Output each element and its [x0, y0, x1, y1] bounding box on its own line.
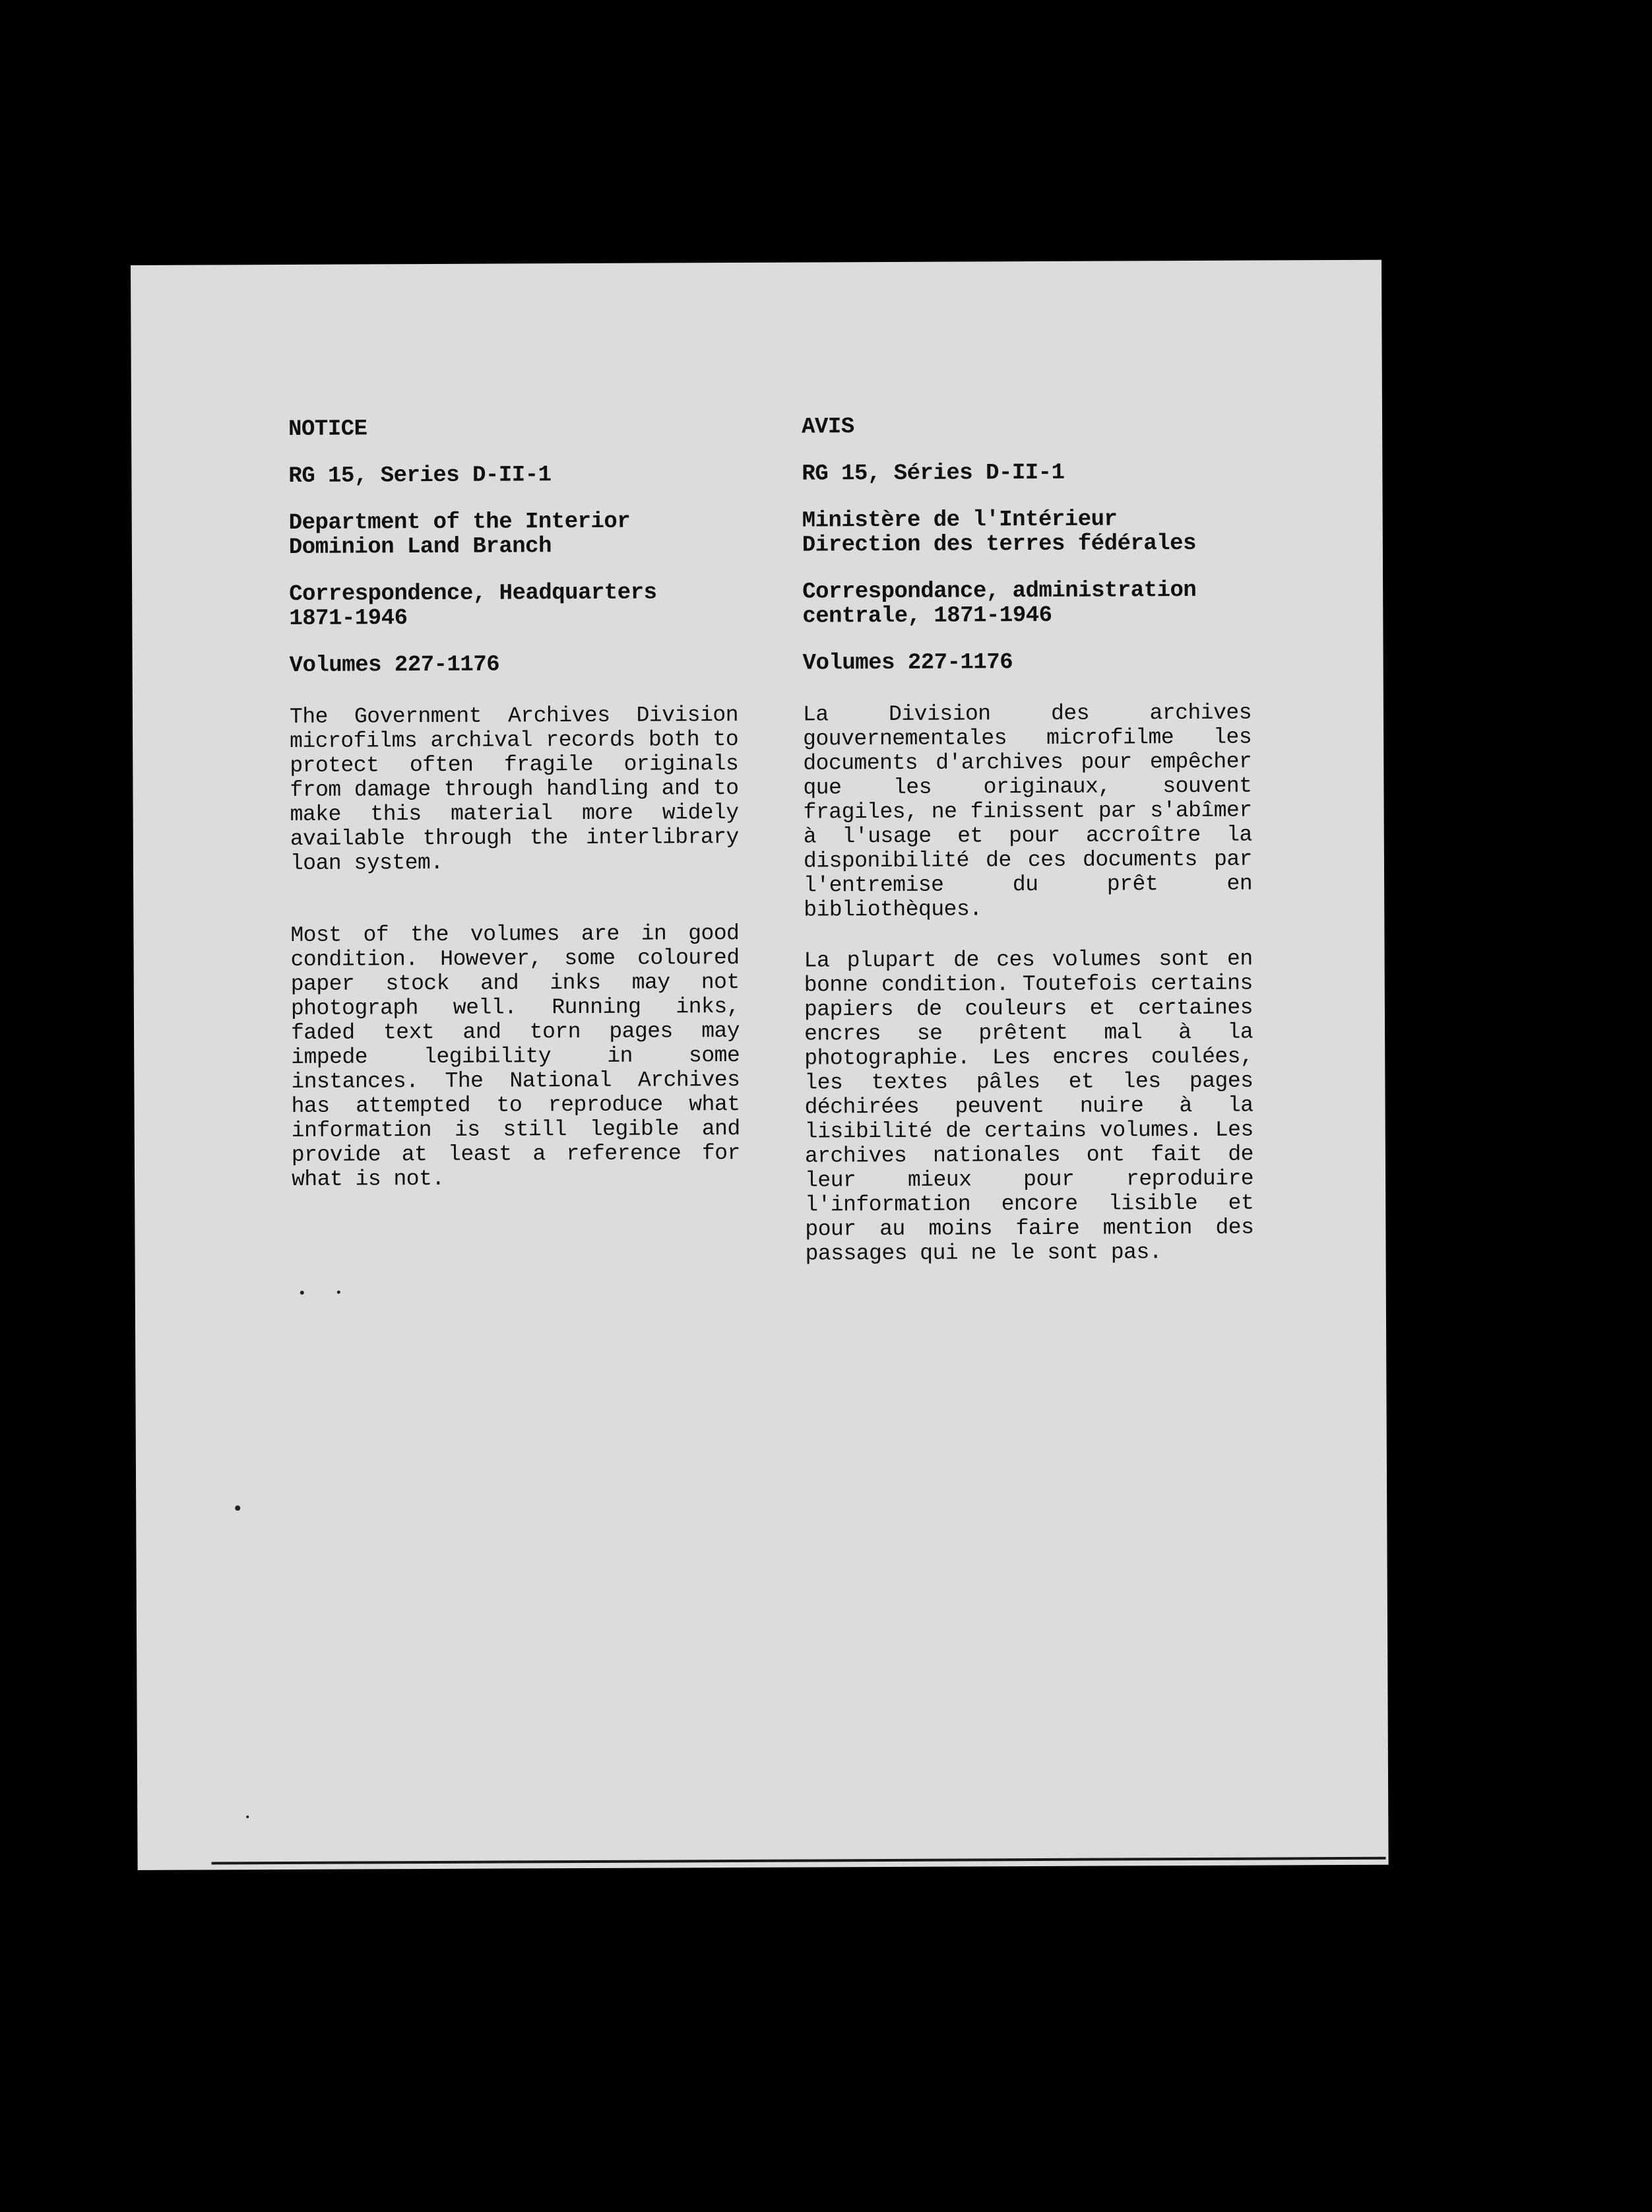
volumes-label-fr: Volumes 227-1176	[802, 650, 1013, 676]
condition-paragraph-fr: La plupart de ces volumes sont en bonne condition. Toutefois certains papiers de couleurs et certaines encres se prêtent mal à la photographie. Les encres coulées, les textes pâles et les pages déchirées peuvent nuire à la lisibilité de certains volumes. Les archives nationales ont fait de leur mieux pour reproduire l'information encore lisible et pour au moins faire mention des passages qui ne le sont pas.	[804, 946, 1254, 1266]
correspondence-label-fr: Correspondance, administration centrale, 1871-1946	[802, 577, 1197, 630]
department-label: Department of the Interior Dominion Land Branch	[288, 509, 631, 560]
volumes-label: Volumes 227-1176	[289, 652, 500, 678]
speck-mark	[246, 1815, 249, 1818]
speck-mark	[300, 1291, 304, 1295]
document-page	[131, 260, 1389, 1870]
correspondence-label: Correspondence, Headquarters 1871-1946	[289, 580, 657, 632]
speck-mark	[337, 1291, 340, 1294]
condition-paragraph: Most of the volumes are in good condition. However, some coloured paper stock and inks may not photograph well. Running inks, faded text and torn pages may impede legibility in some instances. The National Archives has attempted to reproduce what information is still legible and provide at least a reference for what is not.	[290, 921, 740, 1192]
english-column	[288, 416, 740, 1192]
notice-heading: NOTICE	[288, 416, 367, 442]
page-bottom-edge	[212, 1857, 1386, 1865]
intro-paragraph: The Government Archives Division microfilms archival records both to protect often fragile originals from damage through handling and to make this material more widely available through the interlibrary loan system.	[289, 702, 739, 876]
speck-mark	[235, 1505, 240, 1511]
department-label-fr: Ministère de l'Intérieur Direction des terres fédérales	[802, 507, 1197, 558]
series-label-fr: RG 15, Séries D-II-1	[802, 460, 1065, 487]
series-label: RG 15, Series D-II-1	[288, 463, 552, 489]
intro-paragraph-fr: La Division des archives gouvernementales microfilme les documents d'archives pour empêcher que les originaux, souvent fragiles, ne finissent par s'abîmer à l'usage et pour accroître la disponibilité de ces documents par l'entremise du prêt en bibliothèques.	[802, 700, 1253, 923]
french-column	[802, 414, 1254, 1266]
avis-heading: AVIS	[801, 414, 854, 440]
